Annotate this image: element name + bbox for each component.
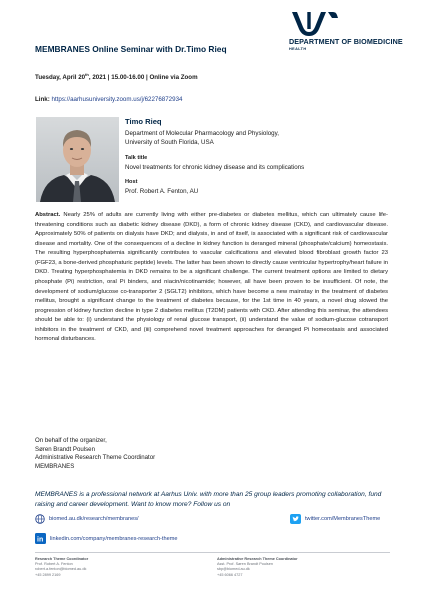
linkedin-link[interactable]: linkedin.com/company/membranes-research-theme bbox=[50, 535, 178, 542]
abstract-label: Abstract. bbox=[35, 212, 61, 218]
date-suffix: th bbox=[85, 72, 89, 77]
signoff-role: Administrative Research Theme Coordinator bbox=[35, 454, 156, 462]
date-rest: , 2021 | 15.00-16.00 | Online via Zoom bbox=[88, 74, 198, 82]
footer-right-phone: +45 6066 4727 bbox=[217, 572, 243, 577]
footer-right-name: Asst. Prof. Søren Brandt Poulsen bbox=[217, 562, 273, 567]
footer-right-title: Administrative Research Theme Coordinator bbox=[217, 557, 298, 561]
host-label: Host bbox=[125, 179, 138, 185]
signoff-organization: MEMBRANES bbox=[35, 462, 75, 470]
speaker-affiliation bbox=[125, 129, 385, 147]
talk-title-label: Talk title bbox=[125, 155, 148, 161]
signoff-line-1: On behalf of the organizer, bbox=[35, 437, 107, 444]
footer-left-name: Prof. Robert A. Fenton bbox=[35, 562, 73, 567]
date-day: Tuesday, April 20 bbox=[35, 74, 86, 82]
talk-title: Novel treatments for chronic kidney disease and its complications bbox=[125, 164, 305, 171]
date-line bbox=[35, 72, 198, 81]
twitter-link-row[interactable] bbox=[290, 514, 380, 524]
signoff-name: Søren Brandt Poulsen bbox=[35, 445, 95, 453]
abstract bbox=[35, 211, 388, 345]
affiliation-line-1: Department of Molecular Pharmacology and Physiology, bbox=[125, 130, 279, 137]
footer-right-email[interactable]: sbp@biomed.au.dk bbox=[217, 567, 250, 572]
speaker-photo bbox=[36, 117, 119, 202]
twitter-bird-icon bbox=[290, 514, 301, 524]
au-logo bbox=[289, 10, 409, 51]
linkedin-icon bbox=[35, 533, 46, 544]
website-link-row[interactable] bbox=[35, 514, 139, 524]
footer-left-title: Research Theme Coordinator bbox=[35, 557, 89, 561]
website-link[interactable]: biomed.au.dk/research/membranes/ bbox=[49, 516, 139, 522]
department-name: DEPARTMENT OF BIOMEDICINE bbox=[289, 37, 403, 46]
link-label: Link: bbox=[35, 96, 50, 103]
footer-left-email[interactable]: robert.a.fenton@biomed.au.dk bbox=[35, 567, 87, 572]
zoom-link-line bbox=[35, 96, 182, 103]
host-name: Prof. Robert A. Fenton, AU bbox=[125, 188, 199, 195]
linkedin-link-row[interactable] bbox=[35, 533, 177, 544]
twitter-link[interactable]: twitter.com/MembranesTheme bbox=[305, 516, 381, 522]
network-tagline: MEMBRANES is a professional network at Aarhus Univ. with more than 25 group leaders promoting collaboration, fund raising and career development. Want to know more? Follow us on bbox=[35, 491, 382, 508]
signoff bbox=[35, 437, 155, 471]
footer-contact-left bbox=[35, 557, 88, 578]
svg-text:in: in bbox=[37, 536, 44, 544]
aarhus-university-seal-icon bbox=[289, 10, 405, 36]
faculty-name: HEALTH bbox=[289, 47, 307, 51]
footer-contact-right bbox=[217, 557, 298, 578]
speaker-name: Timo Rieq bbox=[125, 117, 162, 126]
footer-divider bbox=[35, 552, 390, 553]
seminar-title: MEMBRANES Online Seminar with Dr.Timo Rieq bbox=[35, 44, 227, 54]
speaker-info bbox=[125, 117, 385, 195]
affiliation-line-2: University of South Florida, USA bbox=[125, 139, 214, 146]
globe-icon bbox=[35, 514, 45, 524]
footer-left-phone: +45 2899 2169 bbox=[35, 572, 61, 577]
zoom-link[interactable]: https://aarhusuniversity.zoom.us/j/62276872934 bbox=[51, 96, 183, 103]
abstract-text: Nearly 25% of adults are currently living with either pre-diabetes or diabetes mellitus, which can ultimately cause life-threatening conditions such as diabetic kidney disease (DKD), a form of chronic kidney disease (CKD), and cardiovascular disease. Approximately 50% of patients on dialysis have DKD; and dialysis, in and of itself, is associated with a significant risk of cardiovascular disease and mortality. One of the consequences of a decline in kidney function is deranged mineral (phosphate/calcium) homeostasis. The resulting hyperphosphatemia significantly contributes to vascular calcifications and elevated blood fibroblast growth factor 23 (FGF23, a bone-derived phosphaturic peptide) levels. The latter has been shown to directly cause ventricular hypertrophy/heart failure in DKD. Treating hyperphosphatemia in DKD remains to be a significant challenge. The current treatment options are limited to dietary phosphate (Pi) restriction, oral Pi binders, and niacin/nicotinamide; however, all have been proven to be insufficient. Of note, the development of sodium/glucose co-transporter 2 (SGLT2) inhibitors, which have become a new mainstay in the treatment of diabetes mellitus, brought a significant change to the treatment of diabetes because, for the 1st time in 40 years, a novel drug slowed the progression of kidney function decline in type 2 diabetes mellitus (T2DM) patients with CKD. After attending this seminar, the attendees should be able to: (i) understand the physiology of renal glucose transport, (ii) understand the value of sodium-glucose cotransport inhibitors in the treatment of CKD, and (iii) comprehend novel treatment approaches for deranged Pi homeostasis and associated hormonal disturbances. bbox=[35, 212, 389, 343]
